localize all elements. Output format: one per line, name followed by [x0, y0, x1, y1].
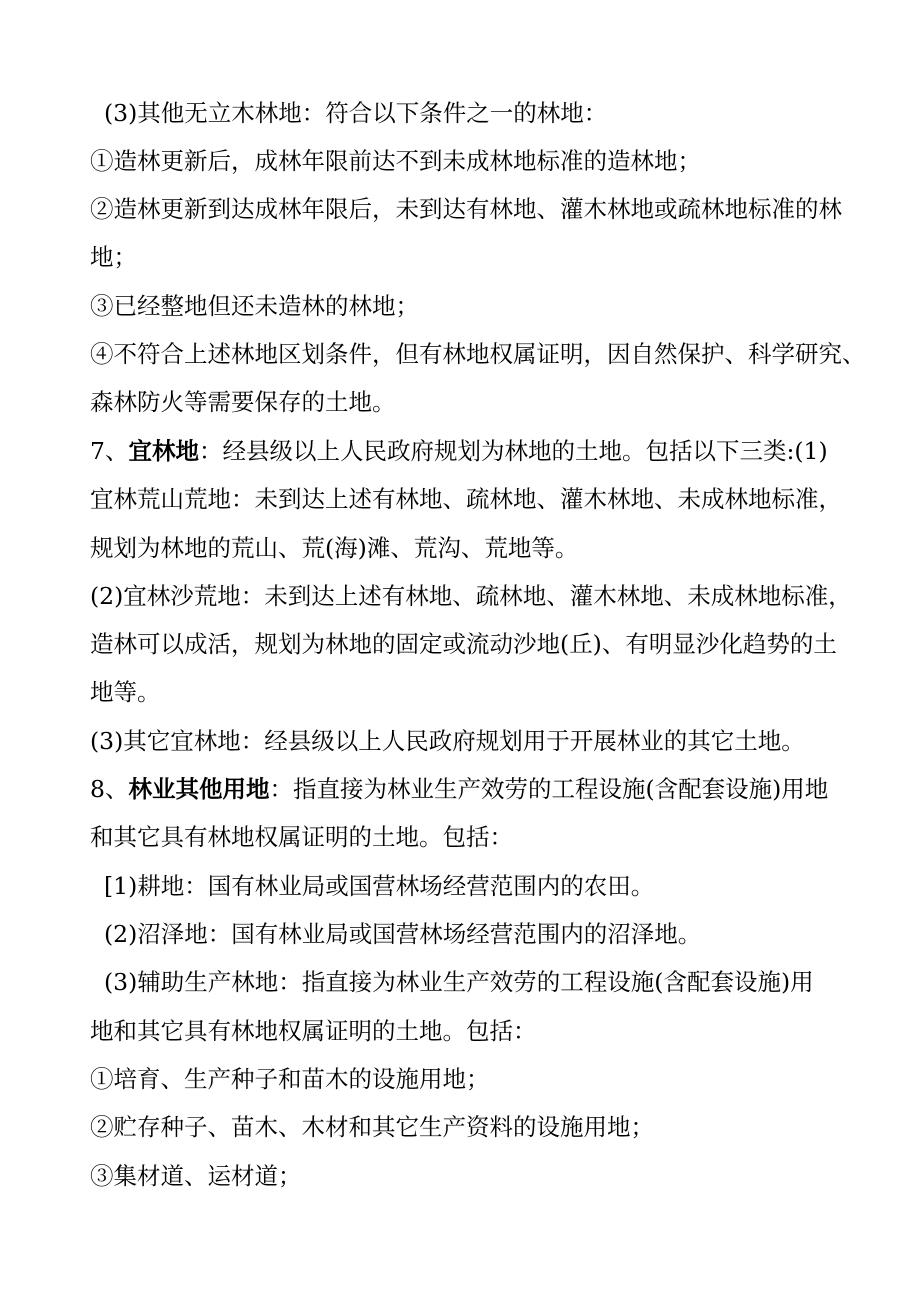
text-line: ①造林更新后，成林年限前达不到未成林地标准的造林地；: [90, 147, 701, 175]
text-line: (2)宜林沙荒地：未到达上述有林地、疏林地、灌木林地、未成林地标准，: [90, 582, 852, 610]
text-line: ②造林更新到达成林年限后，未到达有林地、灌木林地或疏林地标准的林: [90, 195, 842, 223]
text-line: 和其它具有林地权属证明的土地。包括：: [90, 823, 513, 851]
text-line: 森林防火等需要保存的土地。: [90, 388, 396, 416]
text-line: (3)其他无立木林地：符合以下条件之一的林地：: [104, 99, 608, 127]
section-number: 8、: [90, 775, 129, 803]
text-line: ③已经整地但还未造林的林地；: [90, 292, 419, 320]
text-line: (2)沼泽地：国有林业局或国营林场经营范围内的沼泽地。: [104, 920, 702, 948]
section-heading-line: [90, 433, 828, 469]
section-heading-line: [90, 771, 828, 807]
section-definition: ：经县级以上人民政府规划为林地的土地。包括以下三类:(1): [198, 437, 828, 465]
text-line: ④不符合上述林地区划条件，但有林地权属证明，因自然保护、科学研究、: [90, 340, 866, 368]
section-number: 7、: [90, 437, 129, 465]
text-line: 造林可以成活，规划为林地的固定或流动沙地(丘)、有明显沙化趋势的土: [90, 630, 837, 658]
text-line: 宜林荒山荒地：未到达上述有林地、疏林地、灌木林地、未成林地标准，: [90, 485, 842, 513]
text-line: [1)耕地：国有林业局或国营林场经营范围内的农田。: [104, 872, 655, 900]
section-definition: ：指直接为林业生产效劳的工程设施(含配套设施)用地: [269, 775, 829, 803]
text-line: 地等。: [90, 678, 161, 706]
text-line: ③集材道、运材道；: [90, 1162, 302, 1190]
section-term: 宜林地: [128, 437, 199, 465]
text-line: (3)辅助生产林地：指直接为林业生产效劳的工程设施(含配套设施)用: [104, 968, 814, 996]
text-line: 地；: [90, 243, 137, 271]
text-line: 地和其它具有林地权属证明的土地。包括：: [90, 1017, 537, 1045]
text-line: 规划为林地的荒山、荒(海)滩、荒沟、荒地等。: [90, 534, 579, 562]
section-term: 林业其他用地: [128, 775, 270, 803]
text-line: (3)其它宜林地：经县级以上人民政府规划用于开展林业的其它土地。: [90, 727, 805, 755]
text-line: ②贮存种子、苗木、木材和其它生产资料的设施用地；: [90, 1113, 654, 1141]
text-line: ①培育、生产种子和苗木的设施用地；: [90, 1065, 490, 1093]
